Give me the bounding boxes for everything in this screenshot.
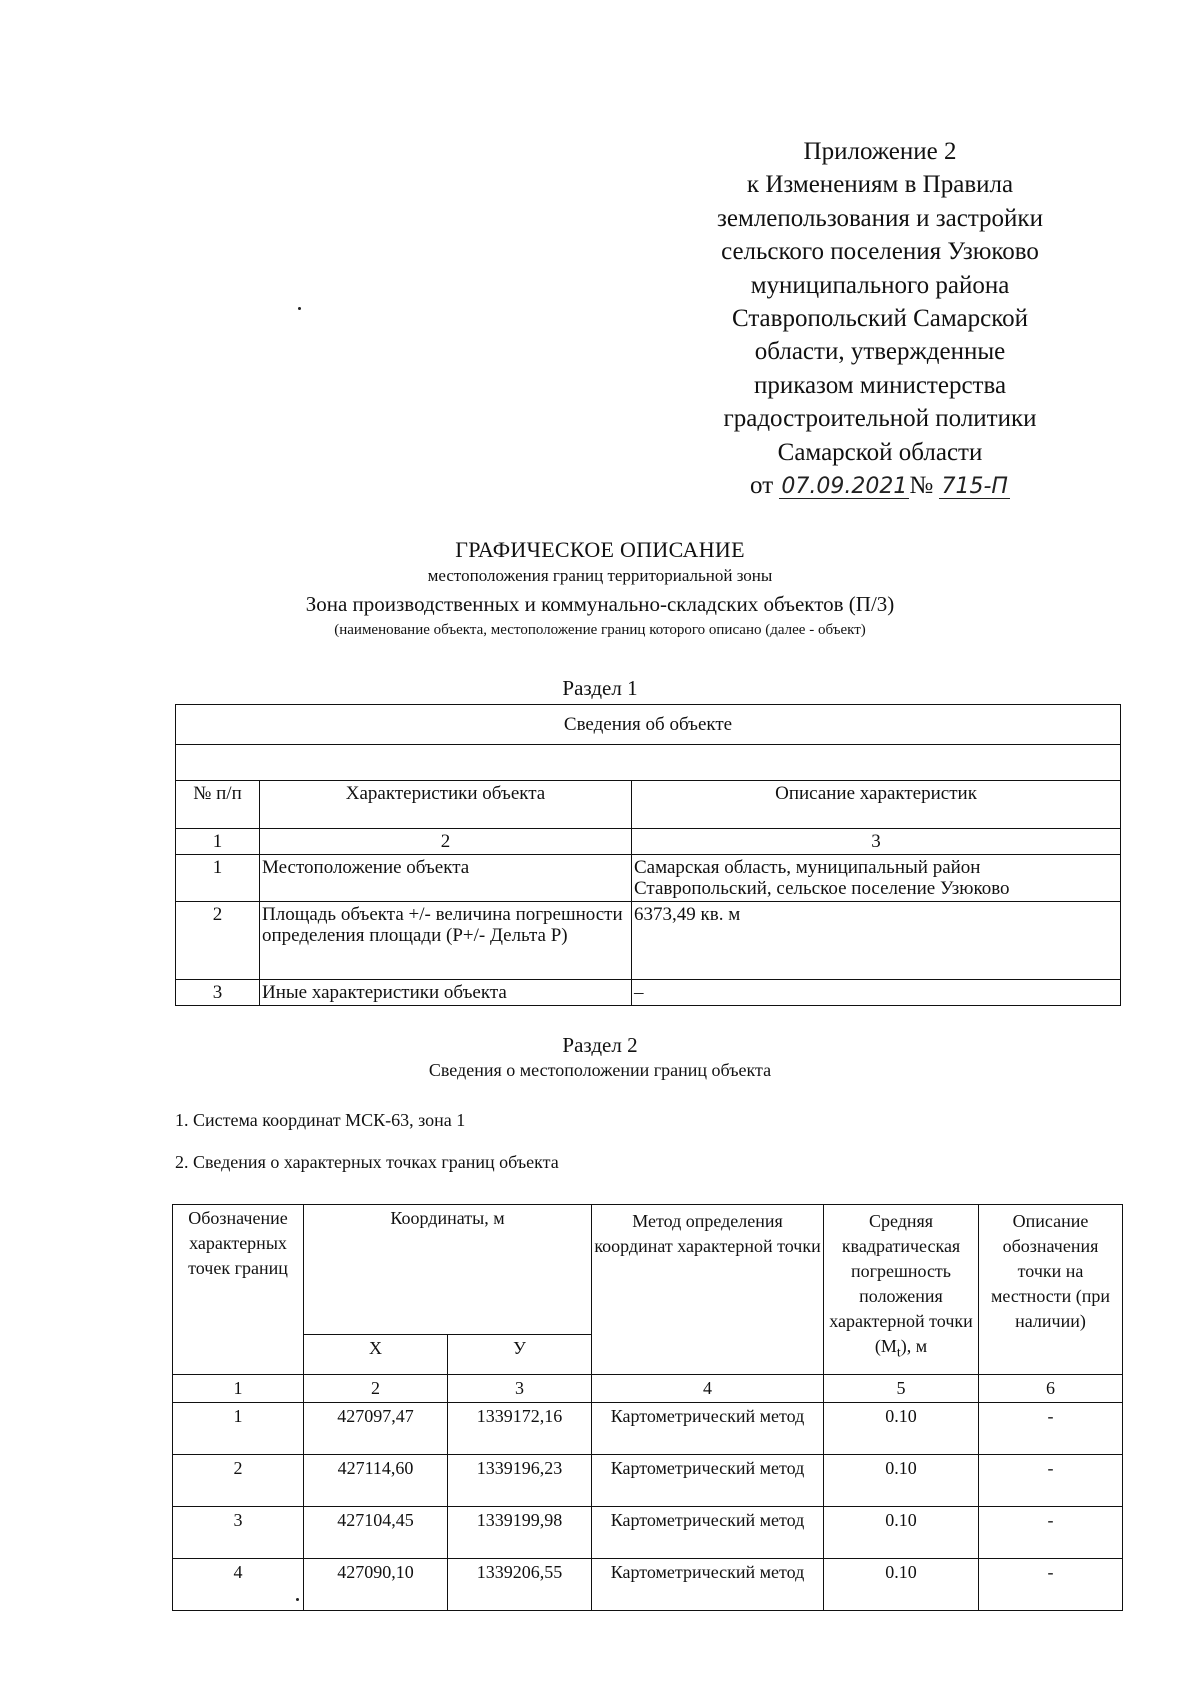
column-number-row — [173, 1375, 1123, 1403]
table-row — [173, 1507, 1123, 1559]
order-date-line — [690, 469, 1070, 502]
row-desc: 6373,49 кв. м — [632, 902, 1121, 980]
row-name: Местоположение объекта — [260, 855, 632, 902]
header-point: Обозначение характерных точек границ — [173, 1205, 304, 1375]
handwritten-number: 715-П — [941, 474, 1008, 500]
row-num: 2 — [176, 902, 260, 980]
point-id: 4 — [173, 1559, 304, 1611]
error-value: 0.10 — [824, 1507, 979, 1559]
header-coordinates: Координаты, м — [304, 1205, 592, 1335]
coord-x: 427114,60 — [304, 1455, 448, 1507]
point-description: - — [979, 1559, 1123, 1611]
appendix-line: приказом министерства — [753, 371, 1007, 399]
header-x: X — [304, 1335, 448, 1375]
coord-y: 1339206,55 — [448, 1559, 592, 1611]
table-row — [176, 902, 1121, 980]
error-value: 0.10 — [824, 1559, 979, 1611]
column-number-row — [176, 829, 1121, 855]
appendix-line: градостроительной политики — [723, 405, 1037, 433]
number-sign: № — [909, 472, 934, 500]
appendix-line: муниципального района — [750, 271, 1010, 299]
boundary-points-table — [172, 1204, 1123, 1611]
point-id: 3 — [173, 1507, 304, 1559]
appendix-line: области, утвержденные — [754, 338, 1006, 366]
method: Картометрический метод — [592, 1507, 824, 1559]
column-number: 5 — [824, 1375, 979, 1403]
coord-x: 427104,45 — [304, 1507, 448, 1559]
row-desc: – — [632, 980, 1121, 1006]
zone-name: Зона производственных и коммунально-складских объектов (П/3) — [305, 592, 895, 616]
table-row — [176, 980, 1121, 1006]
row-num: 1 — [176, 855, 260, 902]
empty-cell — [176, 745, 1121, 781]
points-caption: 2. Сведения о характерных точках границ объекта — [175, 1152, 559, 1172]
header-description: Описание характеристик — [632, 781, 1121, 829]
header-row — [176, 781, 1121, 829]
object-note: (наименование объекта, местоположение границ которого описано (далее - объект) — [334, 622, 866, 638]
header-error-tail: ), м — [900, 1336, 928, 1356]
section1-heading: Раздел 1 — [562, 676, 638, 700]
table-title-row — [176, 705, 1121, 745]
row-num: 3 — [176, 980, 260, 1006]
empty-row — [176, 745, 1121, 781]
object-info-table — [175, 704, 1121, 1006]
appendix-header — [690, 135, 1070, 502]
point-description: - — [979, 1455, 1123, 1507]
row-name: Иные характеристики объекта — [260, 980, 632, 1006]
scan-speck — [298, 307, 301, 310]
coord-y: 1339196,23 — [448, 1455, 592, 1507]
document-title: ГРАФИЧЕСКОЕ ОПИСАНИЕ — [455, 537, 745, 562]
handwritten-date: 07.09.2021 — [781, 474, 908, 500]
method: Картометрический метод — [592, 1559, 824, 1611]
point-id: 1 — [173, 1403, 304, 1455]
row-name: Площадь объекта +/- величина погрешности определения площади (Р+/- Дельта Р) — [260, 902, 632, 980]
column-number: 6 — [979, 1375, 1123, 1403]
table-row — [173, 1403, 1123, 1455]
error-value: 0.10 — [824, 1403, 979, 1455]
section2-subheading: Сведения о местоположении границ объекта — [428, 1060, 772, 1080]
row-desc: Самарская область, муниципальный район Ставропольский, сельское поселение Узюково — [632, 855, 1121, 902]
column-number: 3 — [448, 1375, 592, 1403]
appendix-line: Самарской области — [777, 438, 983, 466]
point-description: - — [979, 1403, 1123, 1455]
column-number: 1 — [176, 829, 260, 855]
appendix-line: Ставропольский Самарской — [731, 305, 1029, 333]
method: Картометрический метод — [592, 1455, 824, 1507]
appendix-line: к Изменениям в Правила — [746, 171, 1014, 199]
coord-x: 427097,47 — [304, 1403, 448, 1455]
appendix-line: землепользования и застройки — [717, 204, 1043, 232]
point-description: - — [979, 1507, 1123, 1559]
table-row — [173, 1559, 1123, 1611]
method: Картометрический метод — [592, 1403, 824, 1455]
header-y: У — [448, 1335, 592, 1375]
column-number: 2 — [304, 1375, 448, 1403]
coord-y: 1339199,98 — [448, 1507, 592, 1559]
table-row — [173, 1455, 1123, 1507]
header-error — [824, 1205, 979, 1375]
header-error-subscript: t — [896, 1345, 901, 1361]
coord-y: 1339172,16 — [448, 1403, 592, 1455]
error-value: 0.10 — [824, 1455, 979, 1507]
date-prefix: от — [750, 472, 774, 500]
column-number: 1 — [173, 1375, 304, 1403]
coordinate-system: 1. Система координат МСК-63, зона 1 — [175, 1110, 466, 1130]
header-characteristic: Характеристики объекта — [260, 781, 632, 829]
header-num: № п/п — [176, 781, 260, 829]
point-id: 2 — [173, 1455, 304, 1507]
appendix-line: сельского поселения Узюково — [721, 238, 1039, 266]
column-number: 3 — [632, 829, 1121, 855]
header-error-text: Средняя квадратическая погрешность положения характерной точки (M — [829, 1211, 973, 1356]
table-row — [176, 855, 1121, 902]
column-number: 2 — [260, 829, 632, 855]
section2-heading: Раздел 2 — [562, 1033, 638, 1057]
document-subtitle: местоположения границ территориальной зоны — [427, 566, 773, 585]
header-method: Метод определения координат характерной точки — [592, 1205, 824, 1375]
table-title: Сведения об объекте — [176, 705, 1121, 745]
header-description: Описание обозначения точки на местности (при наличии) — [979, 1205, 1123, 1375]
header-row — [173, 1205, 1123, 1335]
appendix-line: Приложение 2 — [803, 138, 957, 165]
column-number: 4 — [592, 1375, 824, 1403]
coord-x: 427090,10 — [304, 1559, 448, 1611]
